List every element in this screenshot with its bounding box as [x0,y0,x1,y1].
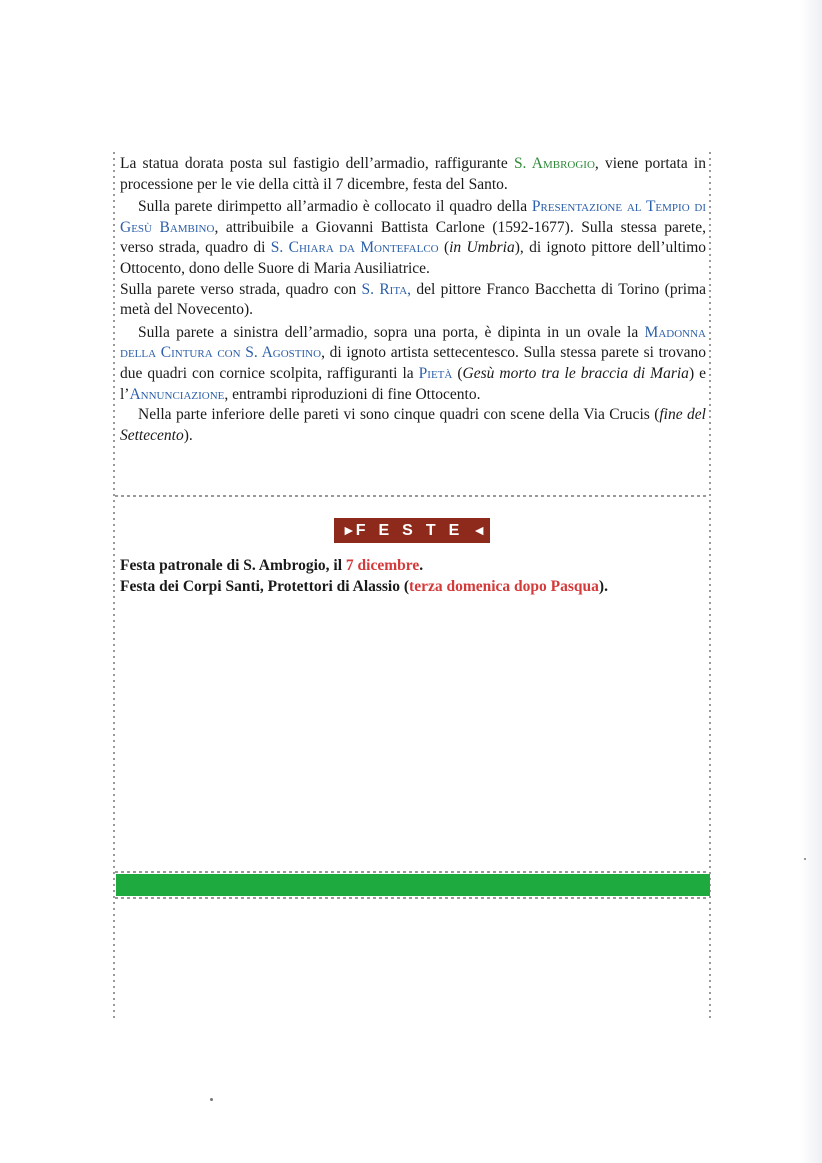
event-item: Festa patronale di S. Ambrogio, il 7 dicembre. [120,557,424,574]
bar-bottom-border [115,897,709,899]
paragraph-5: Nella parte inferiore delle pareti vi sono cinque quadri con scene della Via Crucis (fine del Settecento). [120,406,706,444]
left-arrow-icon: ◄ [472,522,487,538]
link-pieta[interactable]: Pietà [418,364,453,382]
frame-left-border [113,152,115,1020]
link-s-ambrogio[interactable]: S. Ambrogio [513,155,595,172]
feste-label: FESTE [355,522,473,539]
link-annunciazione[interactable]: Annunciazione [129,385,225,403]
paragraph-3: Sulla parete verso strada, quadro con S. Rita, del pittore Franco Bacchetta di Torino (prima metà del Novecento). [120,280,706,319]
green-separator-bar [116,874,710,896]
link-s-rita[interactable]: S. Rita, [361,280,412,298]
page-frame [113,152,711,1022]
events-list [120,556,706,597]
link-madonna-cintura[interactable]: Madonna della Cintura con S. Agostino [120,323,706,362]
scan-speck [210,1098,213,1101]
paragraph-1: La statua dorata posta sul fastigio dell’armadio, raffigurante S. Ambrogio, viene portata in processione per le vie della città il 7 dicembre, festa del Santo. [120,155,706,193]
link-s-chiara[interactable]: S. Chiara da Montefalco [270,239,439,257]
right-arrow-icon: ► [341,522,356,538]
description-text [120,154,706,446]
paragraph-2: Sulla parete dirimpetto all’armadio è collocato il quadro della Presentazione al Tempio di Gesù Bambino, attribuibile a Giovanni Battista Carlone (1592-1677). Sulla stessa parete, verso strada, quadro di S. Chiara da Montefalco (in Umbria), di ignoto pittore dell’ultimo Ottocento, dono delle Suore di Maria Ausiliatrice. [120,198,707,277]
paragraph-4: Sulla parete a sinistra dell’armadio, sopra una porta, è dipinta in un ovale la Madonna della Cintura con S. Agostino, di ignoto artista settecentesco. Sulla stessa parete si trovano due quadri con cornice scolpita, raffiguranti la Pietà (Gesù morto tra le braccia di Maria) e l’Annunciazione, entrambi riproduzioni di fine Ottocento. [120,323,706,403]
link-presentazione[interactable]: Presentazione al Tempio di Gesù Bambino [120,198,706,236]
bar-top-border [115,871,709,873]
page-edge-shadow [800,0,822,1163]
feste-badge [334,518,490,543]
event-item: Festa dei Corpi Santi, Protettori di Alassio (terza domenica dopo Pasqua). [120,577,608,595]
section-divider [115,495,709,497]
feste-header [113,518,711,543]
scan-speck [804,858,806,860]
